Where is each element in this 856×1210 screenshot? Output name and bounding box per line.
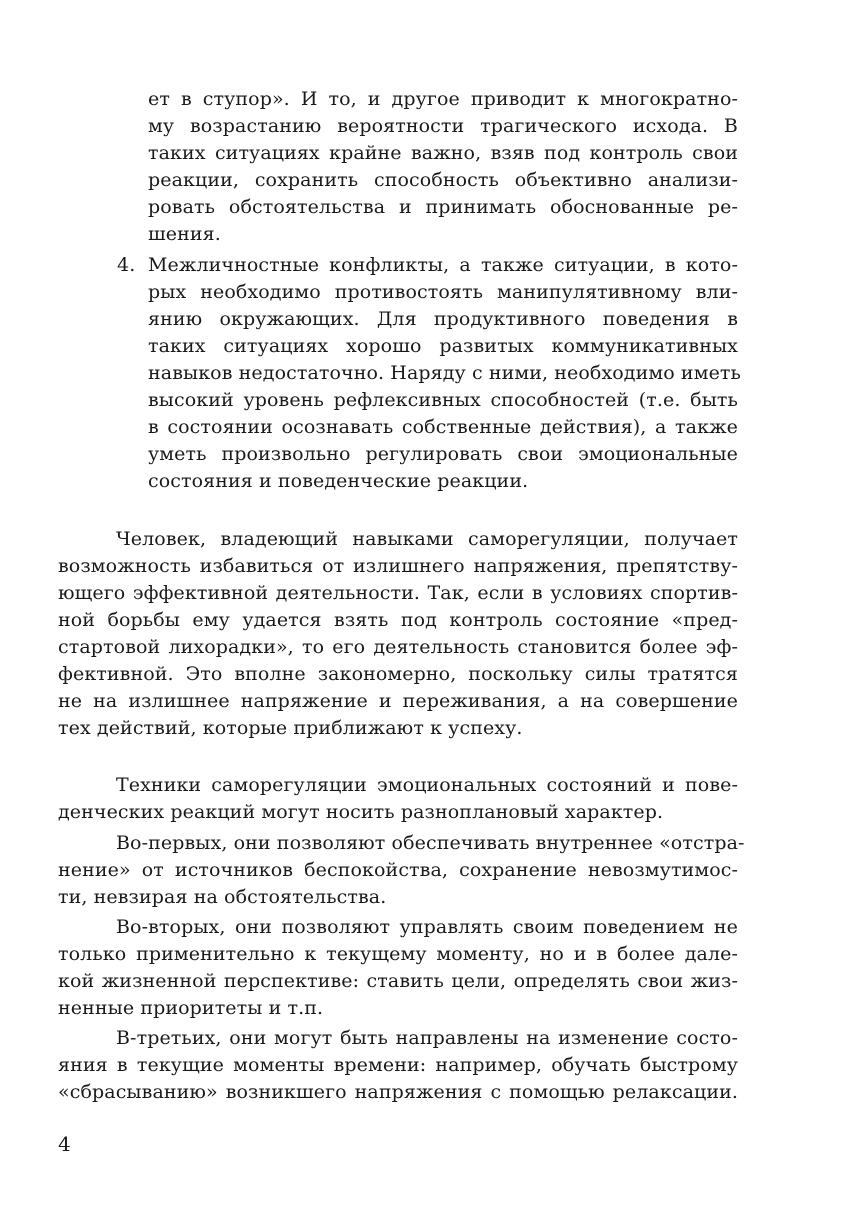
text-line: уметь произвольно регулировать свои эмоциональные [148, 443, 738, 465]
text-line: му возрастанию вероятности трагического исхода. В [148, 115, 738, 137]
text-line: янию окружающих. Для продуктивного поведения в [148, 308, 738, 330]
text-line: таких ситуациях крайне важно, взяв под контроль свои [148, 142, 738, 164]
text-line: шения. [148, 223, 221, 245]
text-line: ющего эффективной деятельности. Так, если в условиях спортив- [58, 582, 738, 604]
text-line: рых необходимо противостоять манипулятивному вли- [148, 281, 738, 303]
text-line: денческих реакций могут носить разноплановый характер. [58, 801, 664, 823]
text-line: В-третьих, они могут быть направлены на изменение состо- [116, 1027, 738, 1049]
text-line: состояния и поведенческие реакции. [148, 470, 529, 492]
text-line: Техники саморегуляции эмоциональных состояний и пове- [116, 774, 738, 796]
list-marker: 4. [117, 254, 136, 276]
text-line: реакции, сохранить способность объективно анализи- [148, 169, 738, 191]
text-line: ти, невзирая на обстоятельства. [58, 886, 387, 908]
text-line: высокий уровень рефлексивных способностей (т.е. быть [148, 389, 738, 411]
text-line: тех действий, которые приближают к успеху. [58, 717, 523, 739]
text-line: ет в ступор». И то, и другое приводит к многократно- [148, 88, 738, 110]
text-line: ненные приоритеты и т.п. [58, 997, 324, 1019]
text-line: навыков недостаточно. Наряду с ними, необходимо иметь [148, 362, 741, 384]
text-line: кой жизненной перспективе: ставить цели, определять свои жиз- [58, 970, 738, 992]
text-line: возможность избавиться от излишнего напряжения, препятству- [58, 555, 738, 577]
text-line: таких ситуациях хорошо развитых коммуникативных [148, 335, 738, 357]
text-line: нение» от источников беспокойства, сохранение невозмутимос- [58, 859, 738, 881]
text-line: ровать обстоятельства и принимать обоснованные ре- [148, 196, 738, 218]
text-line: не на излишнее напряжение и переживания, а на совершение [58, 690, 738, 712]
text-line: «сбрасыванию» возникшего напряжения с помощью релаксации. [58, 1081, 738, 1103]
text-line: стартовой лихорадки», то его деятельность становится более эф- [58, 636, 738, 658]
text-line: фективной. Это вполне закономерно, поскольку силы тратятся [58, 663, 738, 685]
text-line: яния в текущие моменты времени: например, обучать быстрому [58, 1054, 738, 1076]
text-line: Человек, владеющий навыками саморегуляции, получает [116, 528, 738, 550]
text-line: Во-первых, они позволяют обеспечивать внутреннее «отстра- [116, 832, 745, 854]
text-line: только применительно к текущему моменту, но и в более дале- [58, 943, 738, 965]
text-line: ной борьбы ему удается взять под контроль состояние «пред- [58, 609, 738, 631]
page-number: 4 [58, 1132, 71, 1156]
text-line: Межличностные конфликты, а также ситуации, в кото- [148, 254, 738, 276]
text-line: Во-вторых, они позволяют управлять своим поведением не [116, 916, 738, 938]
text-line: в состоянии осознавать собственные действия), а также [148, 416, 738, 438]
